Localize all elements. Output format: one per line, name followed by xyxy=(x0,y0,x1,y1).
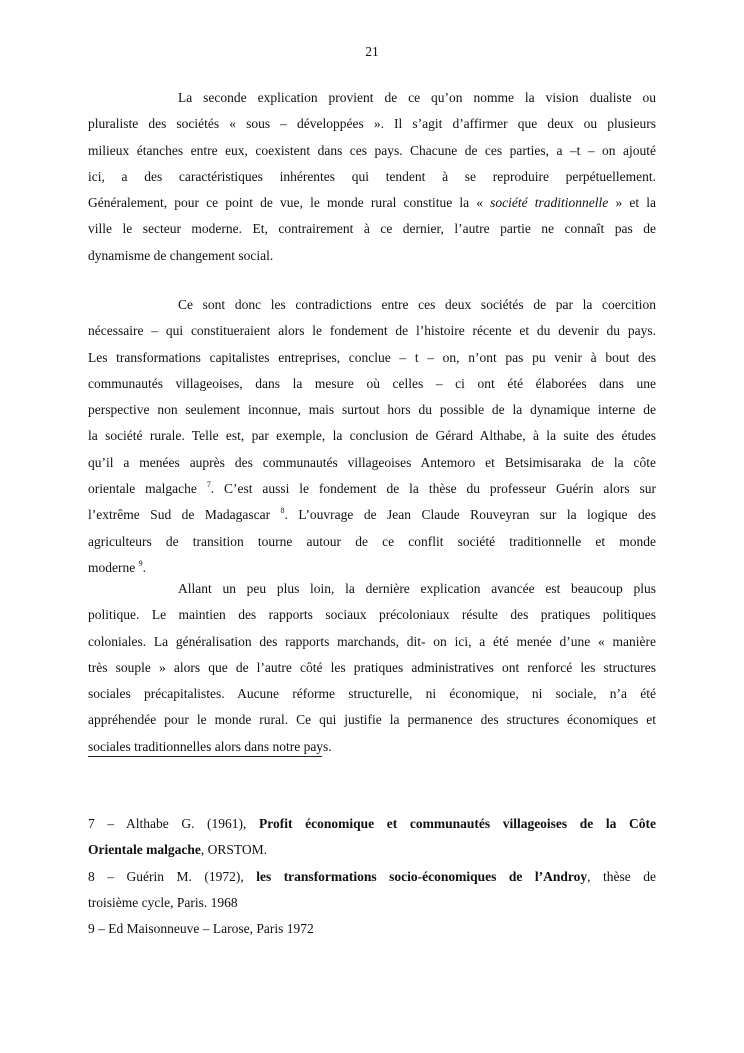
paragraph-line: sociales précapitalistes. Aucune réforme structurelle, ni économique, ni sociale, n’a été xyxy=(88,686,656,702)
paragraph-contradictions xyxy=(88,292,656,581)
footnote-7 xyxy=(88,811,656,864)
paragraph-line: l’extrême Sud de Madagascar $^8$. L’ouvrage de Jean Claude Rouveyran sur la logique des xyxy=(88,506,657,523)
document-page xyxy=(88,0,656,1053)
paragraph-line: sociales traditionnelles alors dans notre pays. xyxy=(88,738,332,754)
paragraph-line: appréhendée pour le monde rural. Ce qui justifie la permanence des structures économiques et xyxy=(88,712,656,728)
paragraph-line: ville le secteur moderne. Et, contrairement à ce dernier, l’autre partie ne connaît pas de xyxy=(88,221,656,237)
paragraph-line: dynamisme de changement social. xyxy=(88,247,274,263)
paragraph-line: la société rurale. Telle est, par exemple, la conclusion de Gérard Althabe, à la suite des études xyxy=(88,428,656,444)
paragraph-line: agriculteurs de transition tourne autour de ce conflit société traditionnelle et monde xyxy=(88,533,656,549)
paragraph-line: très souple » alors que de l’autre côté les pratiques administratives ont renforcé les structures xyxy=(88,659,656,675)
paragraph-line: milieux étanches entre eux, coexistent dans ces pays. Chacune de ces parties, a –t – on ajouté xyxy=(88,142,656,158)
footnote-separator xyxy=(88,756,322,757)
paragraph-line: Ce sont donc les contradictions entre ces deux sociétés de par la coercition xyxy=(178,297,656,312)
emphasis-text: société traditionnelle xyxy=(490,195,609,211)
paragraph-line: communautés villageoises, dans la mesure où celles – ci ont été élaborées dans une xyxy=(88,375,656,391)
footnote-ref-7[interactable]: 7 xyxy=(206,480,211,490)
footnote-line: troisième cycle, Paris. 1968 xyxy=(88,894,238,910)
paragraph-line: Généralement, pour ce point de vue, le monde rural constitue la « société traditionnelle » et la xyxy=(88,195,656,211)
footnote-8 xyxy=(88,864,656,917)
footnote-line: 7 – Althabe G. (1961), Profit économique et communautés villageoises de la Côte xyxy=(88,816,656,831)
footnote-title: Profit économique et communautés villageoises de la Côte xyxy=(259,816,656,831)
paragraph-line: perspective non seulement inconnue, mais surtout hors du possible de la dynamique interne de xyxy=(88,402,656,418)
footnote-line: 8 – Guérin M. (1972), les transformations socio-économiques de l’Androy, thèse de xyxy=(88,868,657,884)
paragraph-line: nécessaire – qui constitueraient alors le fondement de l’histoire récente et du devenir du pays. xyxy=(88,323,656,339)
footnote-ref-8[interactable]: 8 xyxy=(280,506,285,516)
paragraph-line: ici, a des caractéristiques inhérentes qui tendent à se reproduire perpétuellement. xyxy=(88,168,656,184)
paragraph-line: Allant un peu plus loin, la dernière explication avancée est beaucoup plus xyxy=(178,581,656,596)
footnote-line: Orientale malgache, ORSTOM. xyxy=(88,842,268,858)
paragraph-line: pluraliste des sociétés « sous – développées ». Il s’agit d’affirmer que deux ou plusieurs xyxy=(88,116,656,132)
paragraph-line: Les transformations capitalistes entreprises, conclue – t – on, n’ont pas pu venir à bout des xyxy=(88,349,656,365)
page-number: 21 xyxy=(365,44,379,59)
paragraph-line: La seconde explication provient de ce qu’on nomme la vision dualiste ou xyxy=(178,90,656,105)
footnotes xyxy=(88,811,656,942)
paragraph-line: politique. Le maintien des rapports sociaux précoloniaux résulte des pratiques politiques xyxy=(88,607,656,623)
paragraph-line: orientale malgache $^7$. C’est aussi le fondement de la thèse du professeur Guérin alors sur xyxy=(88,480,656,497)
paragraph-line: coloniales. La généralisation des rapports marchands, dit- on ici, a été menée d’une « manière xyxy=(88,633,656,649)
paragraph-political-explanation xyxy=(88,576,656,760)
paragraph-line: moderne $^9$. xyxy=(88,558,146,575)
footnote-line: 9 – Ed Maisonneuve – Larose, Paris 1972 xyxy=(88,921,314,937)
footnote-title: les transformations socio-économiques de l’Androy xyxy=(256,868,588,884)
footnote-ref-9[interactable]: 9 xyxy=(138,558,143,568)
paragraph-line: qu’il a menées auprès des communautés villageoises Antemoro et Betsimisaraka de la côte xyxy=(88,454,656,470)
paragraph-dualist-explanation xyxy=(88,85,656,269)
footnote-title: Orientale malgache xyxy=(88,842,201,858)
footnote-9 xyxy=(88,916,656,942)
